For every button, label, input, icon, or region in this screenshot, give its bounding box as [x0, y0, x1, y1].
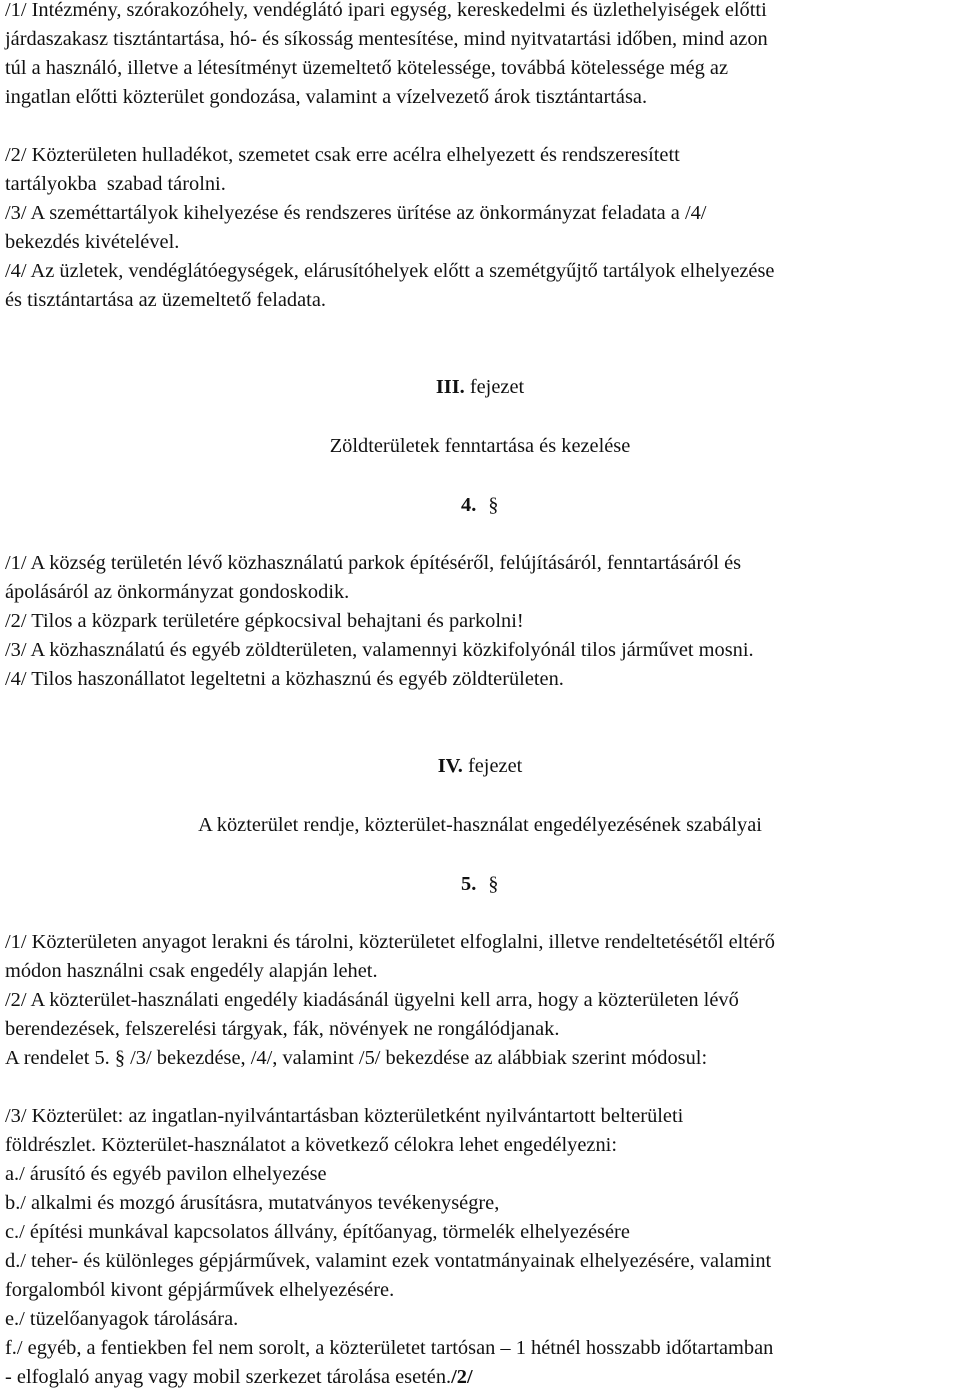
- section-sign: §: [488, 873, 499, 895]
- chapter-title: Zöldterületek fenntartása és kezelése: [329, 435, 631, 457]
- section-heading: [461, 870, 499, 899]
- paragraph-line: túl a használó, illetve a létesítményt üzemeltető kötelessége, továbbá kötelessége még az: [5, 57, 729, 79]
- last-line-text: - elfoglaló anyag vagy mobil szerkezet tárolása esetén.: [5, 1366, 452, 1388]
- paragraph-line: /3/ A közhasználatú és egyéb zöldterületen, valamennyi közkifolyónál tilos járművet mosni.: [5, 639, 754, 661]
- chapter-word: fejezet: [464, 376, 525, 398]
- paragraph-line: /4/ Tilos haszonállatot legeltetni a közhasznú és egyéb zöldterületen.: [5, 668, 564, 690]
- list-item: f./ egyéb, a fentiekben fel nem sorolt, a közterületet tartósan – 1 hétnél hosszabb időtartamban: [5, 1337, 774, 1359]
- paragraph-line: /1/ A község területén lévő közhasználatú parkok építéséről, felújításáról, fenntartásáról és: [5, 552, 742, 574]
- section-heading: [461, 491, 499, 520]
- paragraph-line: járdaszakasz tisztántartása, hó- és síkosság mentesítése, mind nyitvatartási időben, mind azon: [5, 28, 768, 50]
- last-line-bold-tail: /2/: [451, 1366, 473, 1388]
- paragraph-line: tartályokba szabad tárolni.: [5, 173, 226, 195]
- paragraph-line: bekezdés kivételével.: [5, 231, 180, 253]
- list-item: b./ alkalmi és mozgó árusításra, mutatványos tevékenységre,: [5, 1192, 500, 1214]
- paragraph-line: /4/ Az üzletek, vendéglátóegységek, elárusítóhelyek előtt a szemétgyűjtő tartályok elhelyezése: [5, 260, 775, 282]
- chapter-heading: [0, 752, 960, 781]
- chapter-word: fejezet: [462, 755, 523, 777]
- paragraph-line: /2/ A közterület-használati engedély kiadásánál ügyelni kell arra, hogy a közterületen lévő: [5, 989, 739, 1011]
- paragraph-line: /3/ Közterület: az ingatlan-nyilvántartásban közterületként nyilvántartott belterületi: [5, 1105, 684, 1127]
- paragraph-line: berendezések, felszerelési tárgyak, fák, növények ne rongálódjanak.: [5, 1018, 560, 1040]
- chapter-title: A közterület rendje, közterület-használat engedélyezésének szabályai: [198, 814, 762, 836]
- paragraph-line: /2/ Tilos a közpark területére gépkocsival behajtani és parkolni!: [5, 610, 524, 632]
- section-sign: §: [488, 494, 499, 516]
- paragraph-line: ápolásáról az önkormányzat gondoskodik.: [5, 581, 350, 603]
- section-number: 5.: [461, 873, 477, 895]
- chapter-number: III.: [435, 376, 465, 398]
- paragraph-line: ingatlan előtti közterület gondozása, valamint a vízelvezető árok tisztántartása.: [5, 86, 648, 108]
- paragraph-line: /1/ Intézmény, szórakozóhely, vendéglátó ipari egység, kereskedelmi és üzlethelyiségek előtti: [5, 0, 767, 21]
- paragraph-line: és tisztántartása az üzemeltető feladata.: [5, 289, 326, 311]
- list-item-continuation: forgalomból kivont gépjárművek elhelyezésére.: [5, 1279, 395, 1301]
- section-number: 4.: [461, 494, 477, 516]
- list-item: e./ tüzelőanyagok tárolására.: [5, 1308, 239, 1330]
- paragraph-line: /3/ A szeméttartályok kihelyezése és rendszeres ürítése az önkormányzat feladata a /4/: [5, 202, 707, 224]
- list-item: a./ árusító és egyéb pavilon elhelyezése: [5, 1163, 327, 1185]
- paragraph-line: földrészlet. Közterület-használatot a következő célokra lehet engedélyezni:: [5, 1134, 617, 1156]
- chapter-number: IV.: [437, 755, 463, 777]
- paragraph-line: /1/ Közterületen anyagot lerakni és tárolni, közterületet elfoglalni, illetve rendeltetésétől eltérő: [5, 931, 776, 953]
- paragraph-line: módon használni csak engedély alapján lehet.: [5, 960, 378, 982]
- list-item: d./ teher- és különleges gépjárművek, valamint ezek vontatmányainak elhelyezésére, valamint: [5, 1250, 772, 1272]
- list-item-continuation: [5, 1363, 473, 1392]
- list-item: c./ építési munkával kapcsolatos állvány, építőanyag, törmelék elhelyezésére: [5, 1221, 630, 1243]
- paragraph-line: A rendelet 5. § /3/ bekezdése, /4/, valamint /5/ bekezdése az alábbiak szerint módosul:: [5, 1047, 708, 1069]
- chapter-heading: [0, 373, 960, 402]
- paragraph-line: /2/ Közterületen hulladékot, szemetet csak erre acélra elhelyezett és rendszeresített: [5, 144, 680, 166]
